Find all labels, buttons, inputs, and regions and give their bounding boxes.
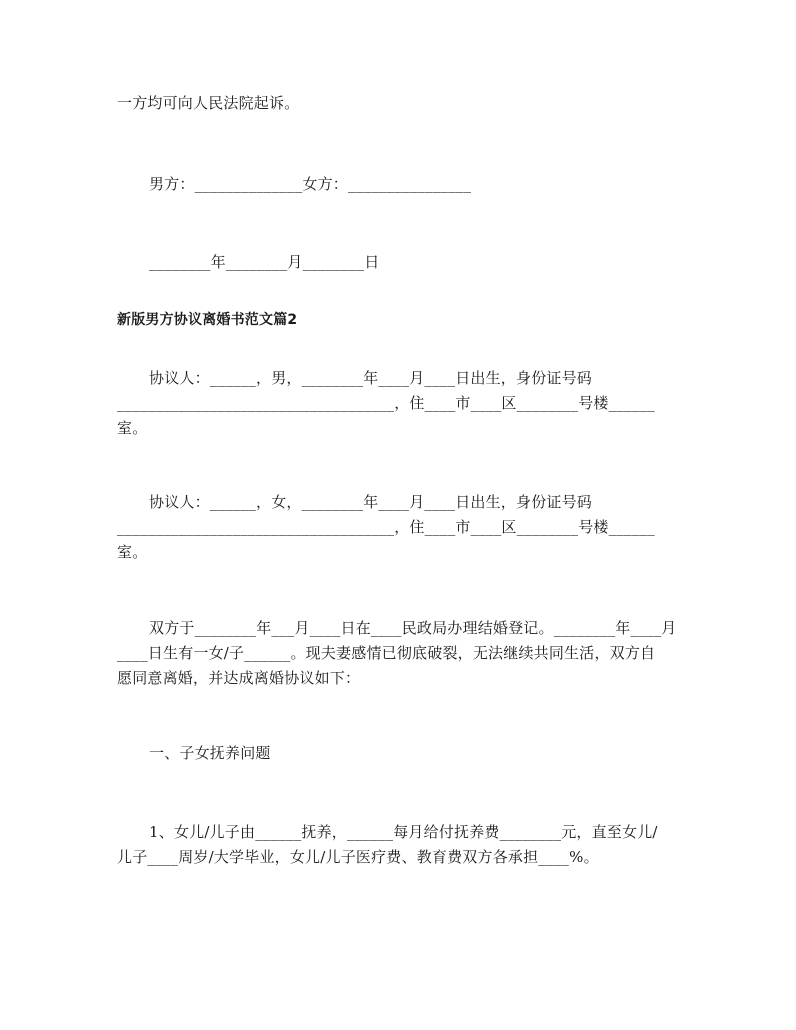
party-female-line-1: 协议人：______，女，________年____月____日出生，身份证号码	[149, 493, 593, 511]
section-heading: 新版男方协议离婚书范文篇2	[117, 312, 298, 328]
marriage-paragraph-line-3: 愿同意离婚，并达成离婚协议如下：	[117, 669, 361, 687]
child-custody-heading: 一、子女抚养问题	[149, 744, 271, 762]
child-support-line-2: 儿子____周岁/大学毕业，女儿/儿子医疗费、教育费双方各承担____%。	[117, 848, 599, 866]
child-support-line-1: 1、女儿/儿子由______抚养，______每月给付抚养费________元，直至女儿/	[149, 823, 658, 841]
party-male-line-1: 协议人：______，男，________年____月____日出生，身份证号码	[149, 369, 593, 387]
party-female-line-2: ____________________________________，住____市____区________号楼______	[117, 518, 655, 536]
marriage-paragraph-line-2: ____日生有一女/子______。现夫妻感情已彻底破裂，无法继续共同生活，双方自	[117, 644, 656, 662]
marriage-paragraph-line-1: 双方于________年___月____日在____民政局办理结婚登记。________年____月	[149, 619, 677, 637]
party-male-line-2: ____________________________________，住____市____区________号楼______	[117, 394, 655, 412]
party-female-line-3: 室。	[117, 543, 148, 561]
date-line: ________年________月________日	[149, 253, 380, 271]
party-male-line-3: 室。	[117, 419, 148, 437]
paragraph-litigation-clause: 一方均可向人民法院起诉。	[117, 94, 300, 112]
signature-line: 男方：______________女方：________________	[149, 175, 472, 193]
